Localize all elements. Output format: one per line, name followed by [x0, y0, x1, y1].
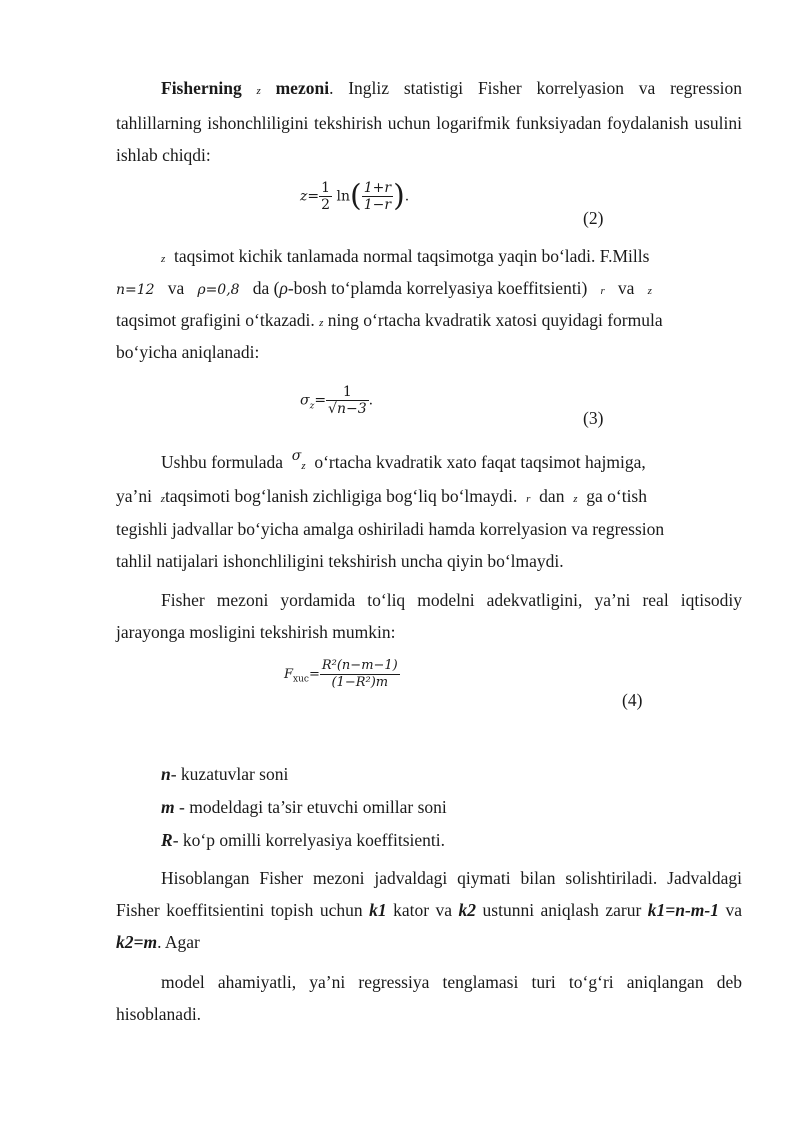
- p5-text4: va: [725, 900, 743, 920]
- eq4-frac: [320, 658, 400, 691]
- eq2-half-num: 1: [321, 180, 331, 196]
- def-m-symbol: m: [161, 797, 175, 817]
- p2-text1: taqsimot kichik tanlamada normal taqsimotga yaqin bo‘ladi. F.Mills: [174, 246, 650, 266]
- eq4-equals: =: [308, 667, 320, 682]
- var-sigma: σ: [291, 448, 302, 464]
- eq2-dot: .: [404, 188, 410, 205]
- equation-4-number: (4): [622, 690, 643, 710]
- p3-text1: Ushbu formulada: [161, 452, 283, 472]
- def-n-symbol: n: [161, 764, 171, 784]
- intro-text: . Ingliz statistigi Fisher korrelyasion va regression tahlillarning ishonchliligini tekshirish uchun logarifmik funksiyadan foydalanish usulini ishlab chiqdi:: [116, 78, 743, 165]
- eq3-den: √n−3: [328, 401, 367, 417]
- p2-va: va: [167, 278, 185, 298]
- eq3-num: 1: [342, 384, 352, 400]
- eq3-sigma-sub: z: [309, 401, 315, 412]
- var-sigma-sub: z: [301, 459, 306, 472]
- term-fisherning: Fisherning: [161, 78, 242, 98]
- equation-4: [284, 658, 400, 691]
- eq2-inner-num: 1+r: [363, 180, 392, 196]
- p5-text3: ustunni aniqlash zarur: [482, 900, 642, 920]
- paragraph-conclusion: model ahamiyatli, ya’ni regressiya tenglamasi turi to‘g‘ri aniqlangan deb hisoblanadi.: [116, 972, 742, 1024]
- p3-text2: o‘rtacha kvadratik xato faqat taqsimot hajmiga,: [314, 452, 646, 472]
- eq2-half-den: 2: [321, 197, 331, 213]
- p2-line1: [161, 240, 742, 275]
- def-n-text: - kuzatuvlar soni: [170, 764, 289, 784]
- p3-text3: ya’ni: [116, 486, 152, 506]
- p2-line4: bo‘yicha aniqlanadi:: [116, 342, 260, 362]
- def-m: [161, 791, 447, 823]
- equation-3: [300, 384, 373, 417]
- var-z: z: [160, 493, 165, 505]
- var-z: z: [161, 253, 166, 265]
- var-r: r: [600, 285, 605, 297]
- eq3-dot: .: [368, 392, 374, 409]
- var-r: r: [526, 493, 531, 505]
- p2-text3b: ning o‘rtacha kvadratik xatosi quyidagi formula: [327, 310, 663, 330]
- k2-symbol: k2: [458, 900, 477, 920]
- p3-dan: dan: [539, 486, 565, 506]
- n-equals-12: n=12: [116, 282, 155, 298]
- var-z: z: [319, 317, 324, 329]
- p3-text4: taqsimoti bog‘lanish zichligiga bog‘liq bo‘lmaydi.: [165, 486, 518, 506]
- def-m-text: - modeldagi ta’sir etuvchi omillar soni: [174, 797, 447, 817]
- p5-text5: . Agar: [157, 932, 200, 952]
- eq2-inner: [362, 180, 393, 213]
- k1-formula: k1=n-m-1: [647, 900, 719, 920]
- k1-symbol: k1: [369, 900, 387, 920]
- eq2-inner-den: 1−r: [363, 197, 392, 213]
- var-z: z: [256, 85, 261, 97]
- p3-line3: tegishli jadvallar bo‘yicha amalga oshiriladi hamda korrelyasion va regression: [116, 519, 665, 539]
- eq4-num: R²(n−m−1): [321, 658, 398, 673]
- p5-text2: kator va: [393, 900, 453, 920]
- term-mezoni: mezoni: [275, 78, 330, 98]
- eq3-sigma: σ: [300, 392, 310, 409]
- p2-text2: -bosh to‘plamda korrelyasiya koeffitsienti): [287, 278, 588, 298]
- eq2-equals: =: [307, 188, 320, 205]
- eq2-ln: ln: [336, 188, 350, 205]
- eq2-lhs: z: [300, 188, 308, 205]
- eq3-frac: [326, 384, 369, 417]
- var-z: z: [573, 493, 578, 505]
- eq4-F: F: [284, 667, 294, 682]
- p3-line2: [116, 480, 647, 515]
- p2-line3: [116, 304, 663, 339]
- def-R: [161, 824, 445, 856]
- p2-text3a: taqsimot grafigini o‘tkazadi.: [116, 310, 315, 330]
- paragraph-comparison: [116, 862, 742, 958]
- paragraph-fisher-adequacy: Fisher mezoni yordamida to‘liq modelni adekvatligini, ya’ni real iqtisodiy jarayonga mosligini tekshirish mumkin:: [116, 590, 742, 642]
- p5-text1: Hisoblangan Fisher mezoni jadvaldagi qiymati bilan solishtiriladi. Jadvaldagi Fisher koeffitsientini topish uchun: [116, 868, 742, 920]
- eq2-half: [319, 180, 332, 213]
- var-z: z: [647, 285, 652, 297]
- k2-formula: k2=m: [116, 932, 158, 952]
- p3-line4: tahlil natijalari ishonchliligini tekshirish uncha qiyin bo‘lmaydi.: [116, 551, 564, 571]
- p2-da: da (: [252, 278, 280, 298]
- equation-3-number: (3): [583, 408, 604, 428]
- eq4-den: (1−R²)m: [320, 674, 400, 691]
- rho-equals: ρ=0,8: [197, 282, 240, 298]
- def-R-symbol: R: [161, 830, 173, 850]
- def-R-text: - ko‘p omilli korrelyasiya koeffitsienti.: [172, 830, 446, 850]
- def-n: [161, 758, 288, 790]
- equation-2: z= $\frac{1}{2}$ ln( $\frac{1+r}{1-r}$ ).: [300, 178, 410, 214]
- eq4-F-sub: xuc: [293, 674, 309, 685]
- p2-line2: [116, 272, 742, 307]
- eq3-equals: =: [314, 392, 327, 409]
- p2-va2: va: [617, 278, 635, 298]
- var-rho: ρ: [279, 278, 288, 298]
- equation-2-number: (2): [583, 208, 604, 228]
- paragraph-fisher-intro: [116, 72, 742, 171]
- p3-text6: ga o‘tish: [586, 486, 647, 506]
